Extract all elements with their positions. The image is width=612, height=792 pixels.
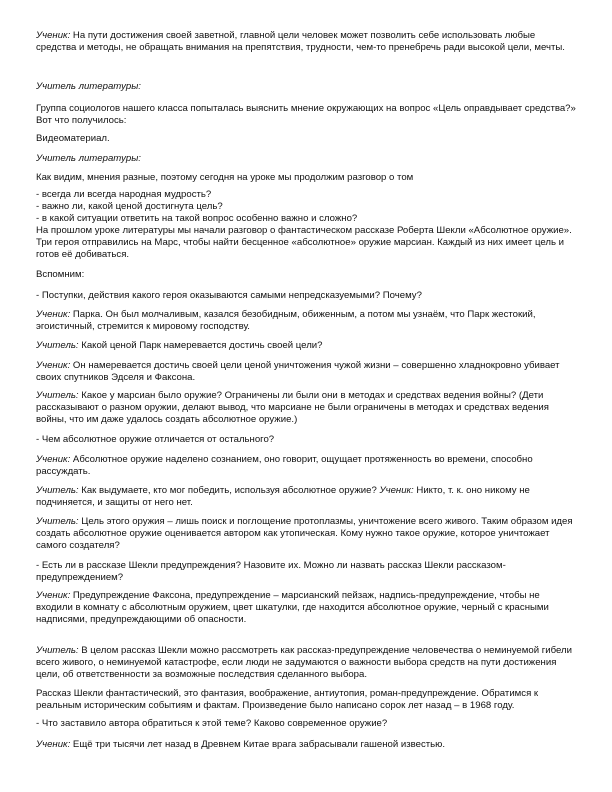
paragraph (36, 360, 576, 384)
paragraph-text: Предупреждение Факсона, предупреждение – марсианский пейзаж, надпись-предупреждение, чтобы не входили в комнату с абсолютным оружием, цвет шкатулки, где находится абсолютное оружие, черный с красными надписями, предупреждающими об опасности. (36, 590, 549, 625)
paragraph (36, 81, 576, 93)
paragraph-text: В целом рассказ Шекли можно рассмотреть как рассказ-предупреждение человечества о неминуемой гибели всего живого, о неминуемой катастрофе, если люди не задумаются о важности выбора средств на пути достижения цели, об ответственности за возможные последствия сделанного выбора. (36, 645, 572, 680)
paragraph (36, 434, 576, 446)
paragraph-text: Парка. Он был молчаливым, казался безобидным, обиженным, а потом мы узнаём, что Парк жестокий, эгоистичный, стремится к мировому господству. (36, 309, 536, 332)
speaker-label: Ученик: (36, 590, 71, 601)
paragraph (36, 153, 576, 165)
speaker-label: Ученик: (376, 485, 414, 496)
paragraph-text: Группа социологов нашего класса попыталась выяснить мнение окружающих на вопрос «Цель оправдывает средства?» Вот что получилось: (36, 103, 576, 126)
speaker-label: Учитель: (36, 485, 79, 496)
paragraph-text: Никто, т. к. оно никому не подчиняется, и защиты от него нет. (36, 485, 530, 508)
paragraph-text: Он намеревается достичь своей цели ценой уничтожения чужой жизни – совершенно хладнокровно убивает своих спутников Эдселя и Факсона. (36, 360, 560, 383)
paragraph-text: - в какой ситуации ответить на такой вопрос особенно важно и сложно? (36, 213, 358, 224)
paragraph (36, 688, 576, 712)
speaker-label: Учитель: (36, 390, 79, 401)
paragraph (36, 739, 576, 751)
paragraph-text: Ещё три тысячи лет назад в Древнем Китае врага забрасывали гашеной известью. (70, 739, 446, 750)
paragraph-text: На пути достижения своей заветной, главной цели человек может позволить себе использовать любые средства и методы, не обращать внимания на препятствия, трудности, чем-то пренебречь ради высокой цели, мечты. (36, 30, 565, 53)
speaker-label: Ученик: (36, 360, 71, 371)
paragraph-text: - Что заставило автора обратиться к этой теме? Каково современное оружие? (36, 718, 388, 729)
paragraph (36, 340, 576, 352)
paragraph (36, 133, 576, 145)
paragraph-text: - Есть ли в рассказе Шекли предупреждения? Назовите их. Можно ли назвать рассказ Шекли рассказом-предупреждением? (36, 560, 506, 583)
paragraph (36, 590, 576, 626)
paragraph (36, 309, 576, 333)
paragraph-text: Рассказ Шекли фантастический, это фантазия, воображение, антиутопия, роман-предупреждение. Обратимся к реальным историческим событиям и фактам. Произведение было написано сорок лет назад – в 1968 году. (36, 688, 539, 711)
paragraph-text: - Чем абсолютное оружие отличается от остального? (36, 434, 275, 445)
paragraph-text: - важно ли, какой ценой достигнута цель? (36, 201, 223, 212)
paragraph-text: - всегда ли всегда народная мудрость? (36, 189, 212, 200)
speaker-label: Учитель литературы: (36, 153, 141, 164)
paragraph-text: Какой ценой Парк намеревается достичь своей цели? (78, 340, 323, 351)
paragraph (36, 390, 576, 426)
paragraph-text: Какое у марсиан было оружие? Ограничены ли были они в методах и средствах ведения войны? (Дети рассказывают о разном оружии, делают вывод, что марсиане не были ограничены в методах и средствах ведения войны, что им даже удалось создать абсолютное оружие.) (36, 390, 549, 425)
paragraph (36, 172, 576, 184)
paragraph (36, 269, 576, 281)
paragraph-text: Вспомним: (36, 269, 85, 280)
paragraph (36, 103, 576, 127)
paragraph-text: - Поступки, действия какого героя оказываются самыми непредсказуемыми? Почему? (36, 290, 422, 301)
paragraph-text: На прошлом уроке литературы мы начали разговор о фантастическом рассказе Роберта Шекли «Абсолютное оружие». Три героя отправились на Марс, чтобы найти бесценное «абсолютное» оружие марсиан. Каждый из них имеет цель и готов её добиваться. (36, 225, 572, 260)
paragraph-text: Как выдумаете, кто мог победить, используя абсолютное оружие? (78, 485, 377, 496)
paragraph-text: Видеоматериал. (36, 133, 110, 144)
paragraph (36, 454, 576, 478)
paragraph-text: Как видим, мнения разные, поэтому сегодня на уроке мы продолжим разговор о том (36, 172, 414, 183)
paragraph (36, 225, 576, 261)
speaker-label: Ученик: (36, 30, 71, 41)
speaker-label: Учитель: (36, 340, 79, 351)
speaker-label: Ученик: (36, 739, 71, 750)
paragraph (36, 290, 576, 302)
paragraph-text: Абсолютное оружие наделено сознанием, оно говорит, ощущает протяженность во времени, способно рассуждать. (36, 454, 533, 477)
paragraph (36, 30, 576, 54)
list-item (36, 189, 576, 201)
paragraph (36, 560, 576, 584)
list-item (36, 213, 576, 225)
paragraph (36, 516, 576, 552)
list-item (36, 201, 576, 213)
speaker-label: Учитель литературы: (36, 81, 141, 92)
speaker-label: Ученик: (36, 309, 71, 320)
paragraph (36, 645, 576, 681)
paragraph-text: Цель этого оружия – лишь поиск и поглощение протоплазмы, уничтожение всего живого. Таким образом идея создать абсолютное оружие оценивается автором как утопическая. Кому нужно такое оружие, которое уничтожает самого создателя? (36, 516, 573, 551)
paragraph (36, 485, 576, 509)
speaker-label: Ученик: (36, 454, 71, 465)
paragraph (36, 718, 576, 730)
speaker-label: Учитель: (36, 645, 79, 656)
speaker-label: Учитель: (36, 516, 79, 527)
